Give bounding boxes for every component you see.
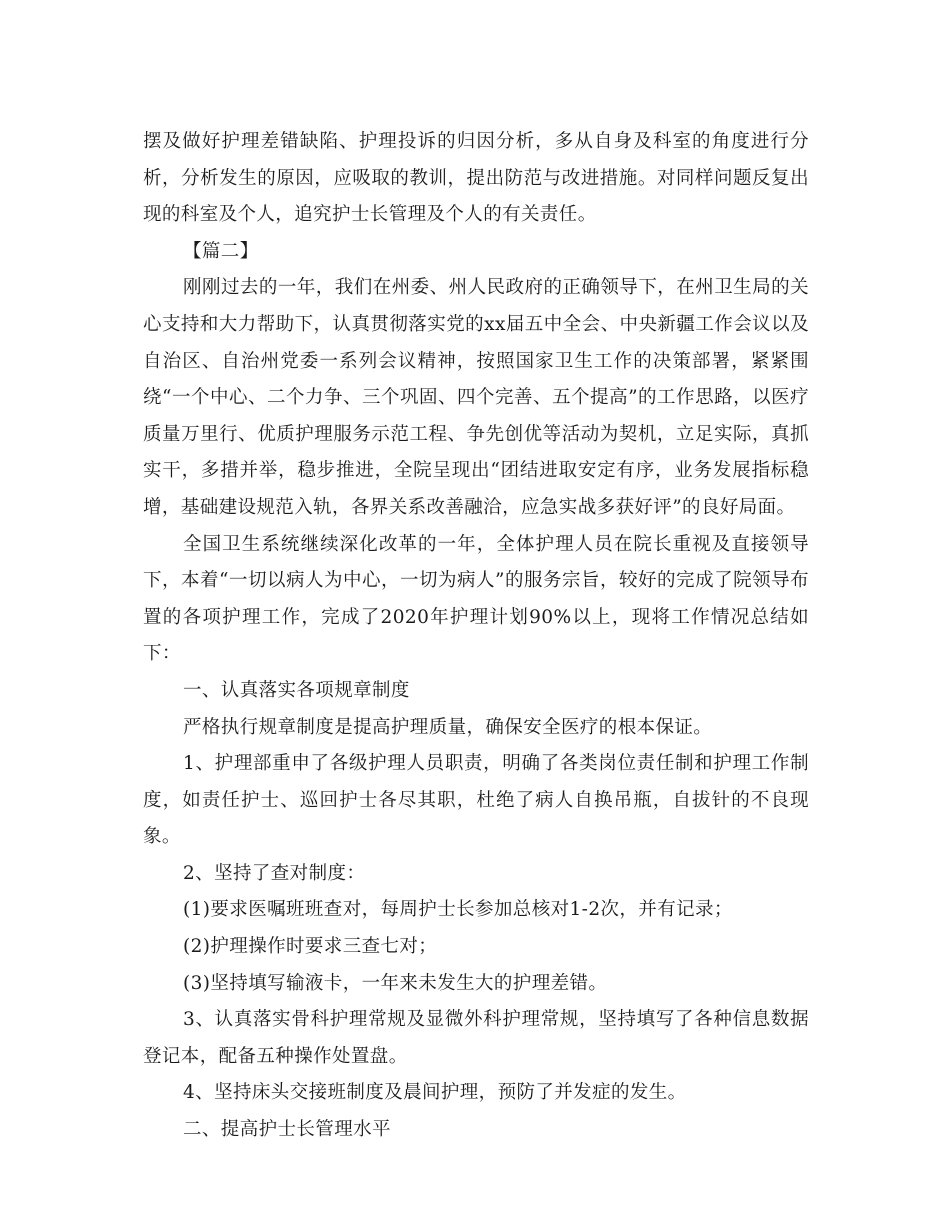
paragraph: 全国卫生系统继续深化改革的一年，全体护理人员在院长重视及直接领导下，本着“一切以病人为中心，一切为病人”的服务宗旨，较好的完成了院领导布置的各项护理工作，完成了2020年护理计划90%以上，现将工作情况总结如下： (143, 533, 809, 665)
paragraph: 严格执行规章制度是提高护理质量，确保安全医疗的根本保证。 (183, 716, 713, 738)
section-heading: 【篇二】 (183, 240, 259, 262)
paragraph: 摆及做好护理差错缺陷、护理投诉的归因分析，多从自身及科室的角度进行分析，分析发生的原因，应吸取的教训，提出防范与改进措施。对同样问题反复出现的科室及个人，追究护士长管理及个人的有关责任。 (143, 131, 809, 226)
document-body (143, 124, 809, 1149)
sub-list-item: (2)护理操作时要求三查七对； (183, 936, 438, 958)
sub-list-item: (3)坚持填写输液卡，一年来未发生大的护理差错。 (183, 972, 608, 994)
list-item: 2、坚持了查对制度： (183, 862, 366, 884)
sub-list-item: (1)要求医嘱班班查对，每周护士长参加总核对1-2次，并有记录； (183, 899, 733, 921)
section-heading: 一、认真落实各项规章制度 (183, 679, 410, 701)
paragraph: 刚刚过去的一年，我们在州委、州人民政府的正确领导下，在州卫生局的关心支持和大力帮助下，认真贯彻落实党的xx届五中全会、中央新疆工作会议以及自治区、自治州党委一系列会议精神，按照国家卫生工作的决策部署，紧紧围绕“一个中心、二个力争、三个巩固、四个完善、五个提高”的工作思路，以医疗质量万里行、优质护理服务示范工程、争先创优等活动为契机，立足实际，真抓实干，多措并举，稳步推进，全院呈现出“团结进取安定有序，业务发展指标稳增，基础建设规范入轨，各界关系改善融洽，应急实战多获好评”的良好局面。 (143, 277, 809, 518)
list-item: 1、护理部重申了各级护理人员职责，明确了各类岗位责任制和护理工作制度，如责任护士、巡回护士各尽其职，杜绝了病人自换吊瓶，自拔针的不良现象。 (143, 753, 809, 848)
section-heading: 二、提高护士长管理水平 (183, 1119, 391, 1141)
list-item: 3、认真落实骨科护理常规及显微外科护理常规，坚持填写了各种信息数据登记本，配备五种操作处置盘。 (143, 1009, 809, 1067)
list-item: 4、坚持床头交接班制度及晨间护理，预防了并发症的发生。 (183, 1082, 687, 1104)
